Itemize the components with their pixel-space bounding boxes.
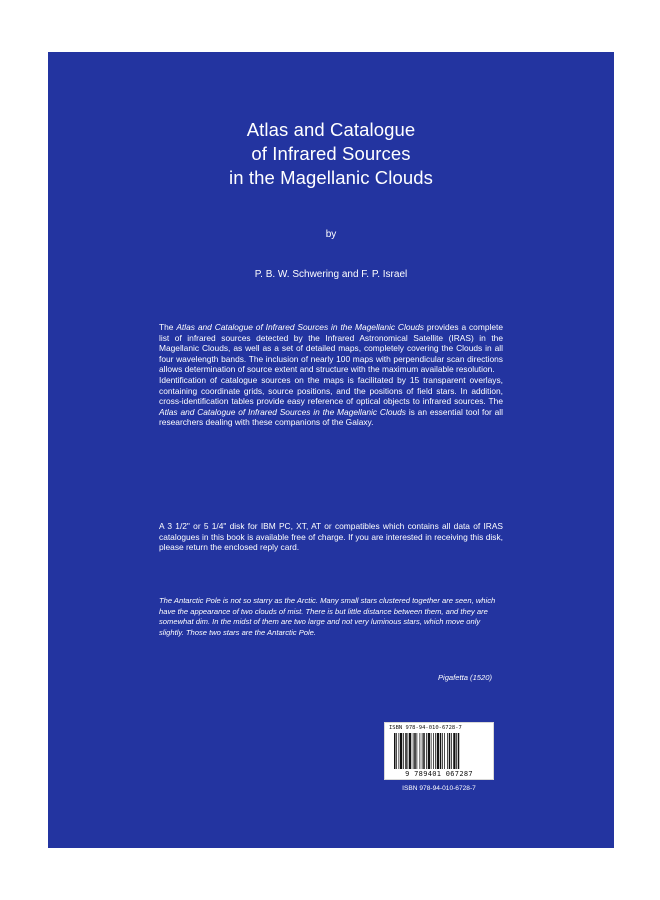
barcode-bar	[447, 733, 448, 769]
barcode-bar	[442, 733, 443, 769]
blurb-prefix: The	[159, 322, 177, 332]
barcode-bar	[400, 733, 402, 769]
barcode-bar	[420, 733, 421, 769]
barcode-bar	[422, 733, 423, 769]
blurb-paragraph-1	[159, 322, 503, 428]
isbn-text: ISBN 978-94-010-6728-7	[402, 785, 476, 792]
barcode-bar	[408, 733, 409, 769]
barcode	[384, 722, 494, 780]
by-label: by	[325, 229, 337, 240]
barcode-bar	[437, 733, 439, 769]
title-line-3: in the Magellanic Clouds	[229, 167, 433, 188]
book-back-cover	[48, 52, 614, 848]
barcode-bars-icon	[393, 733, 485, 769]
barcode-bar	[423, 733, 425, 769]
barcode-bar	[426, 733, 427, 769]
epigraph-source: Pigafetta (1520)	[437, 673, 492, 682]
barcode-bar	[449, 733, 451, 769]
barcode-bar	[458, 733, 460, 769]
book-title	[48, 118, 614, 190]
blurb-text-a: provides a complete list of infrared sources detected by the Infrared Astronomical Satellite (IRAS) in the Magellanic Clouds, as well as a set of detailed maps, completely covering the Clouds in all four wavelength bands. The inclusion of nearly 100 maps with perpendicular scan directions allows determination of source extent and structure with the maximum available resolution.	[159, 322, 503, 375]
barcode-bar	[440, 733, 442, 769]
barcode-bar	[413, 733, 414, 769]
barcode-bar	[405, 733, 407, 769]
title-line-2: of Infrared Sources	[251, 143, 411, 164]
barcode-bar	[394, 733, 396, 769]
barcode-bar	[433, 733, 434, 769]
authors: P. B. W. Schwering and F. P. Israel	[254, 269, 408, 280]
barcode-bar	[399, 733, 400, 769]
blurb-text-b: Identification of catalogue sources on the maps is facilitated by 15 transparent overlays, containing coordinate grids, source positions, and the positions of field stars. In addition, cross-identification tables provide easy reference of optical objects to infrared sources. The	[159, 374, 503, 407]
blurb-title-italic: Atlas and Catalogue of Infrared Sources in the Magellanic Clouds	[176, 322, 424, 332]
blurb-text-c: is an essential tool for all researchers dealing with these companions of the Galaxy.	[159, 406, 503, 428]
barcode-top-text: ISBN 978-94-010-6728-7	[389, 725, 462, 731]
barcode-bar	[428, 733, 430, 769]
barcode-bar	[431, 733, 432, 769]
epigraph-quote: The Antarctic Pole is not so starry as the Arctic. Many small stars clustered together are seen, which have the appearance of two clouds of mist. There is but little distance between them, and they are somewhat dim. In the midst of them are two large and not very luminous stars, which move only slightly. Those two stars are the Antarctic Pole.	[159, 596, 496, 637]
barcode-bar	[435, 733, 436, 769]
barcode-bar	[403, 733, 404, 769]
barcode-number: 9 789401 067287	[405, 770, 473, 778]
blurb-title-italic-2: Atlas and Catalogue of Infrared Sources in the Magellanic Clouds	[159, 406, 406, 417]
barcode-bar	[417, 733, 418, 769]
title-line-1: Atlas and Catalogue	[246, 119, 416, 140]
blurb-paragraph-2: A 3 1/2" or 5 1/4" disk for IBM PC, XT, AT or compatibles which contains all data of IRAS catalogues in this book is available free of charge. If you are interested in receiving this disk, please return the enclosed reply card.	[159, 521, 503, 553]
barcode-bar	[453, 733, 455, 769]
barcode-bar	[409, 733, 411, 769]
barcode-bar	[456, 733, 457, 769]
barcode-bar	[414, 733, 416, 769]
barcode-bar	[451, 733, 452, 769]
barcode-bar	[444, 733, 445, 769]
barcode-bar	[396, 733, 397, 769]
